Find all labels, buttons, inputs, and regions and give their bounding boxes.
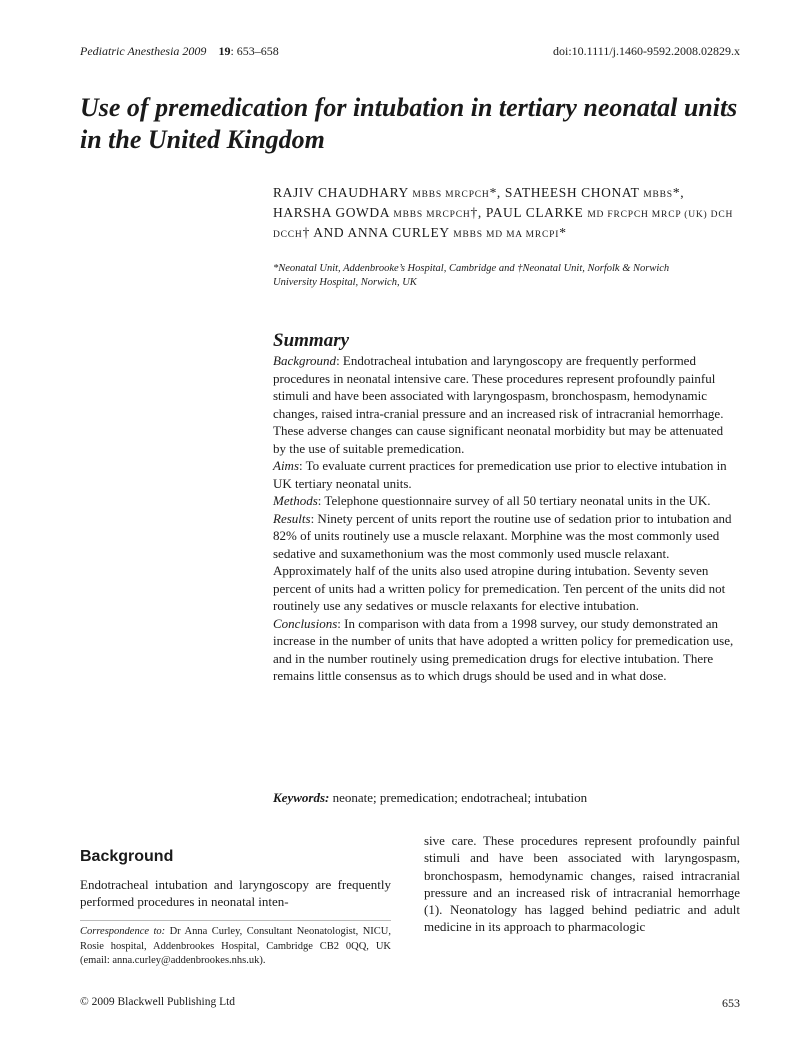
correspondence-text: Dr Anna Curley, Consultant Neonatologist, NICU, Rosie hospital, Addenbrookes Hospital, Cambridge CB2 0QQ, UK (email: anna.curley@addenbrookes.nhs.uk). <box>80 926 391 966</box>
journal-volume: 19 <box>218 44 231 58</box>
author-mark: †, <box>470 205 486 220</box>
correspondence-label: Correspondence to: <box>80 926 166 937</box>
doi: doi:10.1111/j.1460-9592.2008.02829.x <box>553 44 740 58</box>
author-mark: * <box>559 225 567 240</box>
summary-methods-text: : Telephone questionnaire survey of all 50 tertiary neonatal units in the UK. <box>317 493 711 508</box>
author-list <box>273 184 743 244</box>
author-mark: *, <box>489 185 505 200</box>
author-name: RAJIV CHAUDHARY <box>273 185 409 200</box>
affiliations: *Neonatal Unit, Addenbrooke’s Hospital, Cambridge and †Neonatal Unit, Norfolk & Norwich University Hospital, Norwich, UK <box>273 263 670 288</box>
author-name: SATHEESH CHONAT <box>504 185 640 200</box>
summary-results <box>273 510 735 615</box>
author-degrees: MBBS <box>643 190 673 200</box>
summary-aims <box>273 457 735 492</box>
article-title: Use of premedication for intubation in tertiary neonatal units in the United Kingdom <box>80 93 738 154</box>
journal-pages: : 653–658 <box>230 44 279 58</box>
copyright: © 2009 Blackwell Publishing Ltd <box>80 996 236 1008</box>
body-column-right: sive care. These procedures represent profoundly painful stimuli and have been associated with laryngospasm, bronchospasm, hemodynamic changes, raised intracranial pressure and an increased risk of intracranial hemorrhage (1). Neonatology has lagged behind pediatric and adult medicine in its approach to pharmacologic <box>424 833 740 935</box>
author-name: AND ANNA CURLEY <box>313 225 450 240</box>
correspondence-note <box>80 920 391 969</box>
summary-conclusions-label: Conclusions <box>273 615 338 631</box>
summary-results-label: Results <box>273 510 311 526</box>
summary-background <box>273 352 735 457</box>
page-footer <box>80 996 740 1014</box>
author-mark: *, <box>672 185 685 200</box>
journal-name: Pediatric Anesthesia 2009 <box>80 44 207 58</box>
summary-aims-label: Aims <box>273 458 299 473</box>
author-degrees: MBBS MRCPCH <box>412 190 490 200</box>
section-heading-background: Background <box>80 848 174 865</box>
summary-methods-label: Methods <box>273 493 318 508</box>
keywords-label: Keywords: <box>273 790 330 805</box>
author-degrees: MBBS MD MA MRCPI <box>453 230 560 240</box>
keywords <box>273 789 735 806</box>
summary-abstract <box>273 352 735 685</box>
summary-background-text: : Endotracheal intubation and laryngoscopy are frequently performed procedures in neonatal intensive care. These procedures represent profoundly painful stimuli and have been associated with laryngospasm, bronchospasm, hemodynamic changes, raised intra-cranial pressure and an increased risk of intracranial hemorrhage. These adverse changes can cause significant neonatal morbidity but may be attenuated by the use of suitable premedication. <box>273 353 724 456</box>
summary-conclusions <box>273 615 735 685</box>
author-mark: † <box>302 225 314 240</box>
author-name: PAUL CLARKE <box>485 205 584 220</box>
keywords-text: neonate; premedication; endotracheal; intubation <box>329 790 588 805</box>
summary-background-label: Background <box>273 353 337 368</box>
summary-aims-text: : To evaluate current practices for premedication use prior to elective intubation in UK tertiary neonatal units. <box>273 458 727 491</box>
author-degrees: MD FRCPCH MRCP (UK) DCH DCCH <box>273 210 734 240</box>
summary-methods <box>273 492 735 510</box>
journal-citation <box>80 44 279 59</box>
page-number: 653 <box>722 996 740 1010</box>
body-column-left: Endotracheal intubation and laryngoscopy are frequently performed procedures in neonatal inten- <box>80 877 391 909</box>
summary-heading: Summary <box>273 330 350 351</box>
author-name: HARSHA GOWDA <box>273 205 390 220</box>
running-head <box>80 44 740 62</box>
summary-conclusions-text: : In comparison with data from a 1998 survey, our study demonstrated an increase in the number of units that have adopted a written policy for premedication use, and in the number routinely using premedication drugs for elective intubation. There remains little consensus as to which drugs should be used and in what dose. <box>273 615 734 683</box>
author-degrees: MBBS MRCPCH <box>393 210 471 220</box>
summary-results-text: : Ninety percent of units report the routine use of sedation prior to intubation and 82% of units routinely use a muscle relaxant. Morphine was the most commonly used sedative and suxamethonium was the most commonly used muscle relaxant. Approximately half of the units also used atropine during intubation. Seventy seven percent of units had a written policy for premedication. Ten percent of the units did not routinely use any sedatives or muscle relaxants for elective intubation. <box>273 510 732 613</box>
